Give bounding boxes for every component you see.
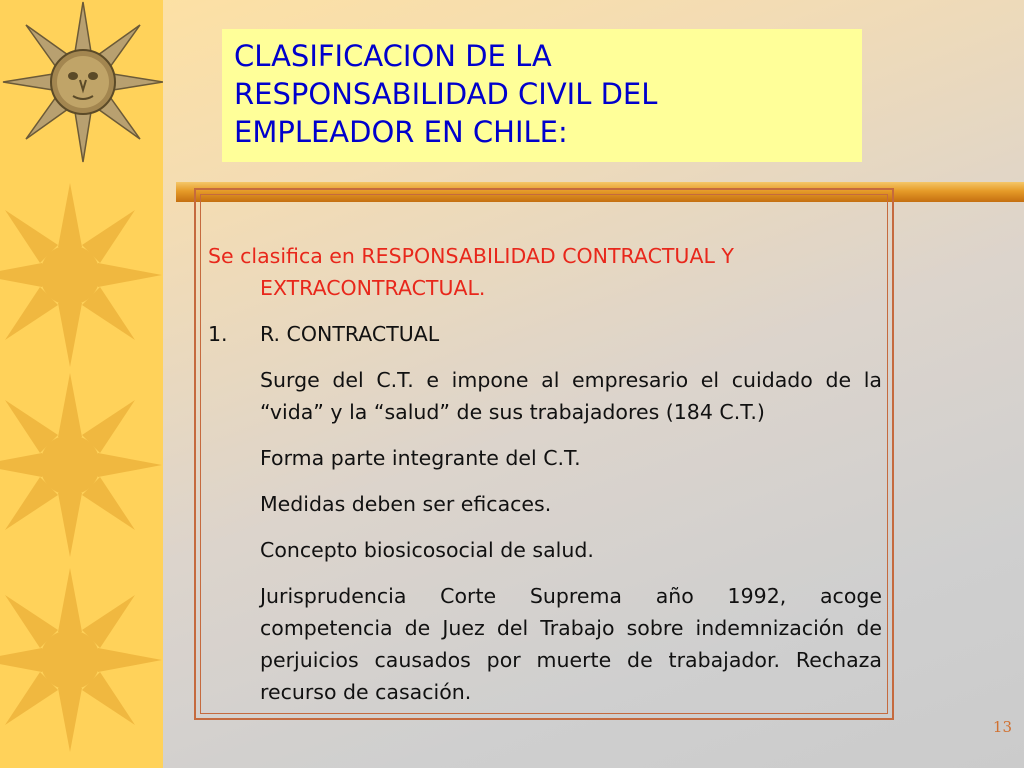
decorative-strip	[0, 0, 163, 768]
paragraph-2: Forma parte integrante del C.T.	[260, 446, 581, 470]
list-number: 1.	[208, 322, 228, 346]
sun-face-icon	[0, 0, 163, 175]
sun-icon	[0, 180, 163, 370]
paragraph-4: Concepto biosicosocial de salud.	[260, 538, 594, 562]
paragraph-5: Jurisprudencia Corte Suprema año 1992, acoge competencia de Juez del Trabajo sobre indemnización de perjuicios causados por muerte de trabajador. Rechaza recurso de casación.	[260, 584, 882, 704]
slide-title: CLASIFICACION DE LA RESPONSABILIDAD CIVIL DEL EMPLEADOR EN CHILE:	[234, 39, 658, 149]
content-body	[208, 240, 882, 722]
sun-icon	[0, 370, 163, 560]
page-number: 13	[992, 718, 1012, 736]
sun-icon	[0, 560, 163, 760]
paragraph-1: Surge del C.T. e impone al empresario el cuidado de la “vida” y la “salud” de sus trabajadores (184 C.T.)	[260, 368, 882, 424]
list-item-heading	[208, 318, 882, 350]
title-box	[222, 29, 862, 162]
intro-text: Se clasifica en RESPONSABILIDAD CONTRACTUAL Y EXTRACONTRACTUAL.	[208, 244, 734, 300]
list-heading: R. CONTRACTUAL	[260, 322, 440, 346]
paragraph-3: Medidas deben ser eficaces.	[260, 492, 552, 516]
